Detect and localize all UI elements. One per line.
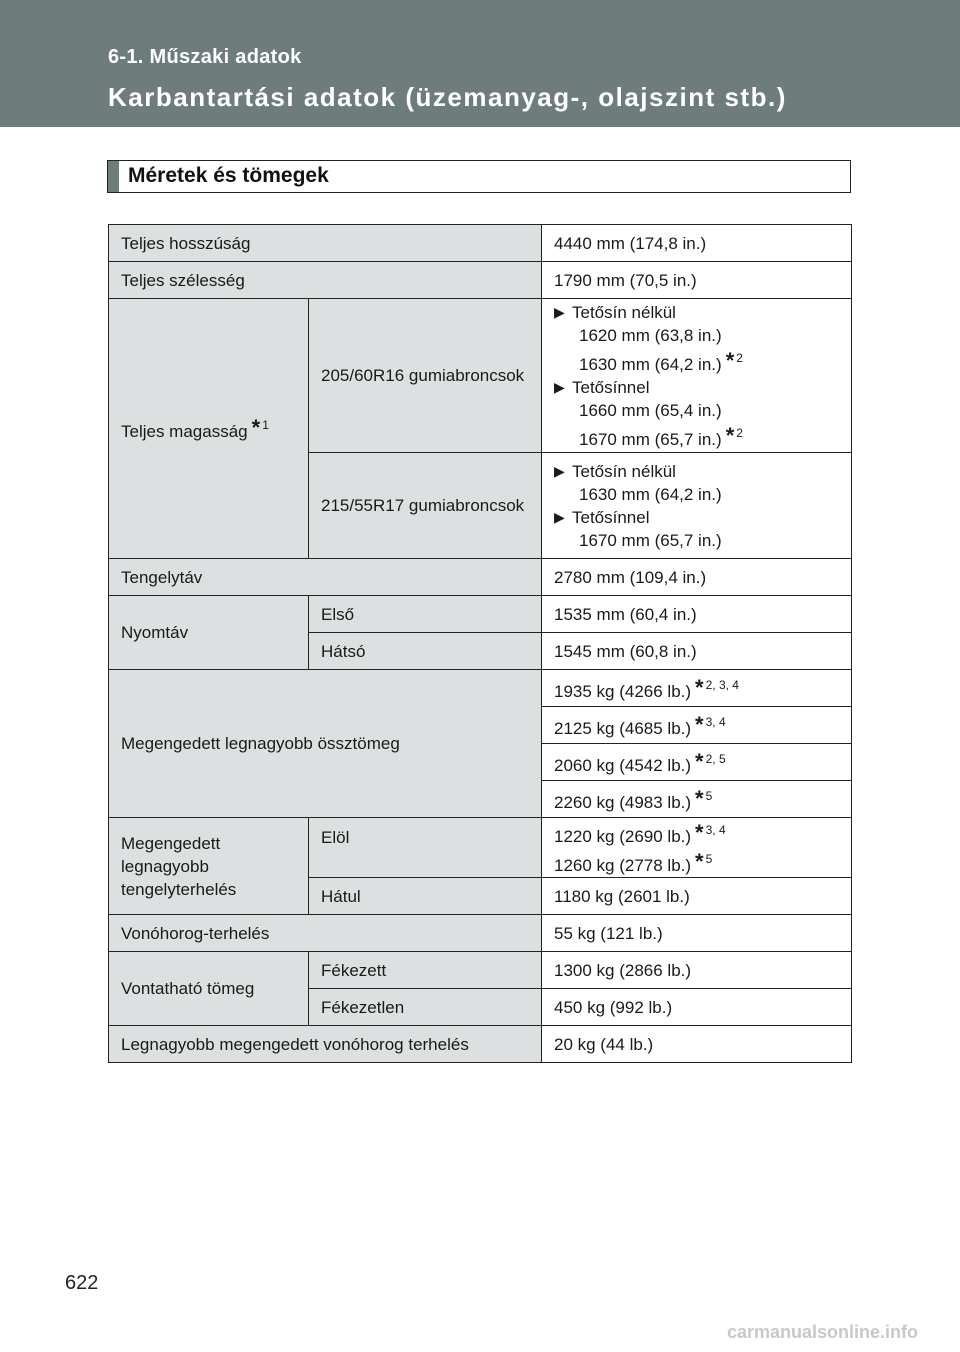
table-row: [109, 952, 852, 989]
gvw-value-cell: [542, 781, 852, 818]
table-row: [109, 262, 852, 299]
footnote-number: 2: [736, 350, 743, 365]
gvw-value: 2125 kg (4685 lb.): [554, 718, 692, 738]
footnote-number: 2: [736, 425, 743, 440]
subheading-accent-bar: [108, 161, 119, 192]
tire1-values: [542, 299, 852, 453]
height-value: 1670 mm (65,7 in.): [579, 429, 722, 449]
length-label: Teljes hosszúság: [109, 225, 542, 262]
braked-value: 1300 kg (2866 lb.): [542, 952, 852, 989]
table-row: [109, 596, 852, 633]
chapter-title: Karbantartási adatok (üzemanyag-, olajszint stb.): [108, 82, 787, 112]
height-label-cell: [109, 299, 309, 559]
table-row: [109, 670, 852, 707]
track-front-label: Első: [309, 596, 542, 633]
axle-rear-value: 1180 kg (2601 lb.): [542, 878, 852, 915]
footnote-asterisk-icon: *: [695, 748, 704, 774]
subheading-title: Méretek és tömegek: [128, 164, 329, 187]
track-rear-value: 1545 mm (60,8 in.): [542, 633, 852, 670]
subheading-box: [107, 160, 851, 193]
rails-on-label: Tetősínnel: [572, 507, 650, 527]
footnote-asterisk-icon: *: [695, 785, 704, 811]
table-row: [109, 299, 852, 453]
rails-on-label: Tetősínnel: [572, 377, 650, 397]
tire1-label: 205/60R16 gumiabroncsok: [309, 299, 542, 453]
gvw-value-cell: [542, 744, 852, 781]
axle-front-label: Elöl: [309, 818, 542, 878]
width-value: 1790 mm (70,5 in.): [542, 262, 852, 299]
footnote-number: 3, 4: [705, 714, 726, 729]
gvw-value: 2060 kg (4542 lb.): [554, 755, 692, 775]
table-row: [109, 1026, 852, 1063]
track-front-value: 1535 mm (60,4 in.): [542, 596, 852, 633]
max-hitch-value: 20 kg (44 lb.): [542, 1026, 852, 1063]
wheelbase-value: 2780 mm (109,4 in.): [542, 559, 852, 596]
table-row: [109, 818, 852, 878]
page-number: 622: [65, 1272, 99, 1294]
wheelbase-label: Tengelytáv: [109, 559, 542, 596]
gvw-label: Megengedett legnagyobb össztömeg: [109, 670, 542, 818]
height-label: Teljes magasság: [121, 422, 248, 441]
height-value: 1660 mm (65,4 in.): [579, 400, 722, 420]
length-value: 4440 mm (174,8 in.): [542, 225, 852, 262]
tire2-values: [542, 453, 852, 559]
footnote-number: 2, 5: [705, 751, 726, 766]
footnote-asterisk-icon: *: [725, 422, 735, 448]
tow-hitch-label: Vonóhorog-terhelés: [109, 915, 542, 952]
gvw-value-cell: [542, 707, 852, 744]
footnote-number: 1: [262, 418, 269, 432]
table-row: [109, 559, 852, 596]
gvw-value: 1935 kg (4266 lb.): [554, 681, 692, 701]
watermark: carmanualsonline.info: [726, 1322, 918, 1342]
rails-off-label: Tetősín nélkül: [572, 461, 676, 481]
footnote-asterisk-icon: *: [695, 848, 704, 874]
arrow-right-icon: ▶: [554, 462, 565, 479]
chapter-banner: [0, 0, 960, 127]
arrow-right-icon: ▶: [554, 378, 565, 395]
table-row: [109, 225, 852, 262]
height-value: 1630 mm (64,2 in.): [579, 484, 722, 504]
arrow-right-icon: ▶: [554, 508, 565, 525]
height-value: 1620 mm (63,8 in.): [579, 325, 722, 345]
axle-rear-label: Hátul: [309, 878, 542, 915]
unbraked-value: 450 kg (992 lb.): [542, 989, 852, 1026]
footnote-asterisk-icon: *: [251, 415, 261, 440]
height-value: 1630 mm (64,2 in.): [579, 354, 722, 374]
width-label: Teljes szélesség: [109, 262, 542, 299]
braked-label: Fékezett: [309, 952, 542, 989]
gvw-value-cell: [542, 670, 852, 707]
gvw-value: 2260 kg (4983 lb.): [554, 792, 692, 812]
section-label: 6-1. Műszaki adatok: [108, 46, 302, 68]
footnote-number: 5: [705, 851, 713, 866]
footnote-number: 2, 3, 4: [705, 677, 739, 692]
table-row: [109, 915, 852, 952]
axle-value: 1220 kg (2690 lb.): [554, 826, 692, 846]
height-value: 1670 mm (65,7 in.): [579, 530, 722, 550]
towable-label: Vontatható tömeg: [109, 952, 309, 1026]
unbraked-label: Fékezetlen: [309, 989, 542, 1026]
footnote-number: 3, 4: [705, 822, 726, 837]
footnote-asterisk-icon: *: [725, 347, 735, 373]
footnote-number: 5: [705, 788, 713, 803]
specs-table: [108, 224, 852, 1063]
tow-hitch-value: 55 kg (121 lb.): [542, 915, 852, 952]
tire2-label: 215/55R17 gumiabroncsok: [309, 453, 542, 559]
max-hitch-label: Legnagyobb megengedett vonóhorog terhelés: [109, 1026, 542, 1063]
axle-label: Megengedett legnagyobb tengelyterhelés: [109, 818, 309, 915]
track-rear-label: Hátsó: [309, 633, 542, 670]
arrow-right-icon: ▶: [554, 303, 565, 320]
track-label: Nyomtáv: [109, 596, 309, 670]
axle-front-values: [542, 818, 852, 878]
footnote-asterisk-icon: *: [695, 819, 704, 845]
axle-value: 1260 kg (2778 lb.): [554, 855, 692, 875]
rails-off-label: Tetősín nélkül: [572, 302, 676, 322]
footnote-asterisk-icon: *: [695, 674, 704, 700]
footnote-asterisk-icon: *: [695, 711, 704, 737]
